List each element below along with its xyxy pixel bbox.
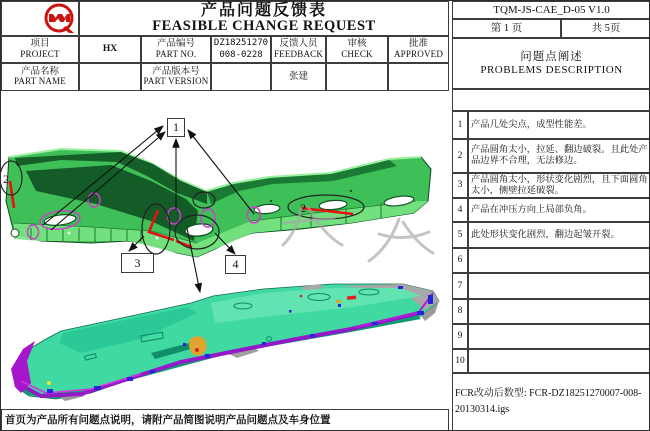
callout-2-right-label: 2 [300, 201, 306, 215]
part-version-label-en: PART VERSION [143, 76, 209, 87]
form-title-cell [79, 1, 449, 36]
problem-row-no: 6 [452, 248, 468, 273]
part-no-value-line1: DZ18251270 [213, 38, 269, 49]
problem-row-text [468, 248, 650, 273]
problem-row-no: 2 [452, 139, 468, 173]
fcr-note: FCR改动后数型: FCR-DZ18251270007-008-20130314.igs [455, 388, 642, 415]
problem-row-no: 9 [452, 324, 468, 349]
mq-logo-icon [2, 2, 78, 35]
doc-code-cell [452, 1, 650, 19]
problem-row-text: 产品圆角太小，形状变化剧烈，且下面圆角太小，侧壁拉延破裂。 [468, 173, 650, 198]
problem-row-text: 此处形状变化剧烈，翻边起皱开裂。 [468, 222, 650, 248]
problems-header-cell [452, 38, 650, 89]
top-part-view [1, 126, 433, 292]
part-name-label-cell [1, 63, 79, 91]
doc-code: TQM-JS-CAE_D-05 V1.0 [493, 3, 610, 16]
project-label-cell [1, 36, 79, 63]
part-name-label-en: PART NAME [13, 76, 67, 87]
callout-box-1: 1 [167, 118, 185, 137]
part-no-label-cn: 产品编号 [156, 39, 195, 50]
approved-label-cn: 批准 [408, 39, 428, 50]
fcr-note-cell [452, 373, 650, 431]
problem-row-text: 产品在冲压方向上局部负角。 [468, 198, 650, 222]
simulation-part-view [11, 284, 439, 401]
project-value-cell [79, 36, 141, 63]
figure-area [1, 91, 449, 409]
part-version-value-cell [211, 63, 271, 91]
problem-row-no: 4 [452, 198, 468, 222]
project-value: HX [102, 44, 118, 55]
part-no-value-line2: 008-0228 [219, 49, 263, 60]
part-version-label-cell [141, 63, 211, 91]
approved-value-cell [388, 63, 449, 91]
cad-figure-svg [1, 91, 449, 409]
page-total: 共 5页 [591, 22, 621, 34]
project-label-cn: 项目 [30, 39, 50, 50]
feedback-value-cell [271, 63, 326, 91]
problems-spacer-cell [452, 89, 650, 111]
feedback-value: 张建 [288, 71, 308, 82]
page-current: 第 1 页 [490, 22, 523, 34]
feedback-label-cn: 反馈人员 [279, 39, 318, 50]
footer-note: 首页为产品所有问题点说明，请附产品简图说明产品问题点及车身位置 [5, 413, 331, 426]
problems-header-en: PROBLEMS DESCRIPTION [480, 63, 623, 76]
approved-label-en: APPROVED [393, 48, 444, 59]
check-label-en: CHECK [341, 48, 373, 59]
problem-row-no: 8 [452, 299, 468, 324]
part-no-label-cell [141, 36, 211, 63]
part-name-value-cell [79, 63, 141, 91]
callout-box-4: 4 [225, 255, 246, 274]
problem-row-text [468, 299, 650, 324]
check-label-cell [326, 36, 388, 63]
part-no-value-cell [211, 36, 271, 63]
problem-row-text [468, 273, 650, 299]
problem-row-text [468, 349, 650, 373]
callout-2-left-label: 2 [3, 172, 9, 186]
problem-row-no: 3 [452, 173, 468, 198]
problems-header-cn: 问题点阐述 [520, 51, 583, 64]
form-title-cn: 产品问题反馈表 [200, 1, 327, 19]
feedback-label-cell [271, 36, 326, 63]
problem-row-text [468, 324, 650, 349]
project-label-en: PROJECT [20, 48, 60, 59]
problem-row-no: 5 [452, 222, 468, 248]
page-total-cell [561, 19, 650, 38]
problem-row-no: 7 [452, 273, 468, 299]
problem-row-text: 产品几处尖点，成型性能差。 [468, 111, 650, 139]
problem-row-no: 1 [452, 111, 468, 139]
form-title-en: FEASIBLE CHANGE REQUEST [152, 18, 376, 35]
footer-note-cell [1, 409, 449, 431]
page-current-cell [452, 19, 561, 38]
callout-box-3: 3 [121, 253, 154, 273]
check-label-cn: 审核 [347, 39, 367, 50]
part-name-label-cn: 产品名称 [20, 66, 59, 77]
approved-label-cell [388, 36, 449, 63]
logo-cell [1, 1, 79, 36]
part-no-label-en: PART NO. [155, 48, 197, 59]
problem-row-no: 10 [452, 349, 468, 373]
part-version-label-cn: 产品版本号 [152, 66, 200, 77]
problem-row-text: 产品圆角太小，拉延、翻边破裂。且此处产品边界不合理，无法修边。 [468, 139, 650, 173]
feedback-label-en: FEEDBACK [273, 48, 324, 59]
check-value-cell [326, 63, 388, 91]
